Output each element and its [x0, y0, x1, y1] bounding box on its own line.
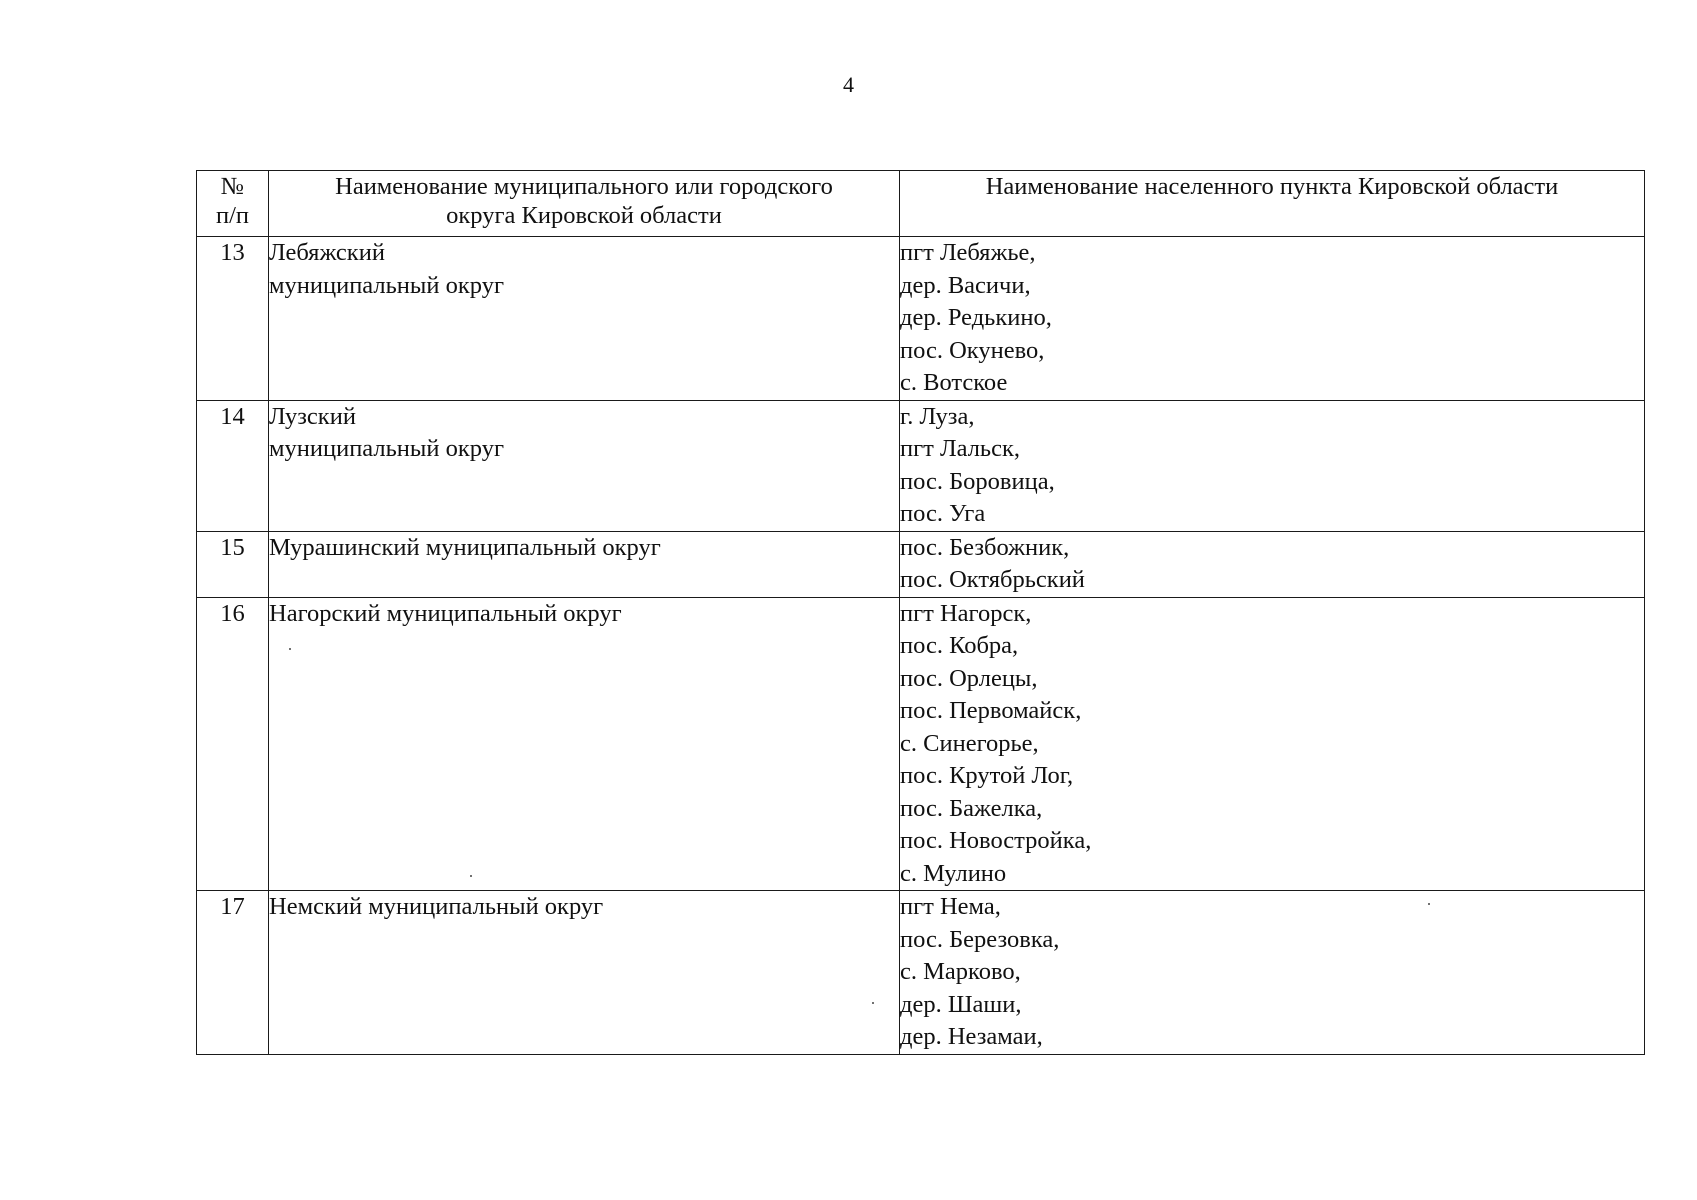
district-name-line: Нагорский муниципальный округ	[269, 599, 622, 627]
header-number	[197, 171, 269, 237]
district-name	[269, 891, 900, 1055]
settlement-item: г. Луза,	[900, 402, 975, 430]
scan-speck	[1428, 903, 1430, 905]
settlement-item: дер. Редькино,	[900, 304, 1052, 331]
row-number: 15	[197, 531, 269, 597]
table-row	[197, 597, 1645, 891]
district-name-line: муниципальный округ	[269, 271, 504, 299]
settlement-item: пос. Боровица,	[900, 467, 1055, 495]
page-number: 4	[843, 72, 854, 97]
settlement-item: пос. Новостройка,	[900, 827, 1092, 854]
settlement-item: пос. Орлецы,	[900, 664, 1038, 692]
header-settlement	[900, 171, 1645, 237]
settlement-item: с. Марково,	[900, 958, 1021, 985]
settlement-list	[900, 531, 1645, 597]
settlement-item: пос. Уга	[900, 500, 986, 527]
settlement-list	[900, 891, 1645, 1055]
settlement-item: пгт Нема,	[900, 893, 1001, 920]
row-number: 13	[197, 237, 269, 401]
header-number-line: №	[220, 173, 245, 200]
settlement-item: пос. Бажелка,	[900, 794, 1043, 822]
settlement-item: пгт Лальск,	[900, 435, 1020, 462]
settlements-table	[196, 170, 1645, 1055]
settlement-list	[900, 597, 1645, 891]
district-name-line: Немский муниципальный округ	[269, 893, 604, 920]
table-row	[197, 400, 1645, 531]
settlement-item: пос. Кобра,	[900, 632, 1019, 659]
settlement-item: пос. Безбожник,	[900, 533, 1070, 561]
district-name	[269, 531, 900, 597]
settlement-item: пос. Березовка,	[900, 925, 1060, 953]
settlement-item: дер. Васичи,	[900, 271, 1031, 299]
header-settlement-line: Наименование населенного пункта Кировской области	[985, 173, 1559, 200]
settlement-item: пос. Окунево,	[900, 336, 1045, 364]
settlement-list	[900, 400, 1645, 531]
district-name	[269, 597, 900, 891]
district-name-line: муниципальный округ	[269, 435, 504, 462]
row-number: 14	[197, 400, 269, 531]
district-name-line: Мурашинский муниципальный округ	[269, 533, 661, 561]
table-row	[197, 891, 1645, 1055]
settlement-list	[900, 237, 1645, 401]
settlement-item: пос. Крутой Лог,	[900, 762, 1074, 789]
settlement-item: с. Синегорье,	[900, 729, 1039, 757]
district-name-line: Лебяжский	[269, 239, 385, 266]
header-district-line: Наименование муниципального или городского	[335, 173, 833, 200]
district-name	[269, 237, 900, 401]
settlement-item: пгт Лебяжье,	[900, 239, 1036, 266]
table-row	[197, 237, 1645, 401]
header-number-line: п/п	[215, 202, 250, 229]
scan-speck	[470, 875, 472, 877]
settlement-item: с. Вотское	[900, 369, 1008, 396]
settlement-item: с. Мулино	[900, 859, 1007, 887]
row-number: 16	[197, 597, 269, 891]
district-name-line: Лузский	[269, 402, 356, 430]
settlement-item: пос. Октябрьский	[900, 566, 1085, 593]
scan-speck	[872, 1002, 874, 1004]
settlement-item: пос. Первомайск,	[900, 697, 1082, 724]
scan-speck	[289, 648, 291, 650]
district-name	[269, 400, 900, 531]
header-district-line: округа Кировской области	[446, 202, 722, 229]
settlement-item: дер. Шаши,	[900, 990, 1022, 1018]
table-header-row	[197, 171, 1645, 237]
settlement-item: пгт Нагорск,	[900, 599, 1032, 627]
header-district	[269, 171, 900, 237]
table-row	[197, 531, 1645, 597]
settlement-item: дер. Незамаи,	[900, 1023, 1043, 1050]
table-body	[197, 237, 1645, 1055]
row-number: 17	[197, 891, 269, 1055]
